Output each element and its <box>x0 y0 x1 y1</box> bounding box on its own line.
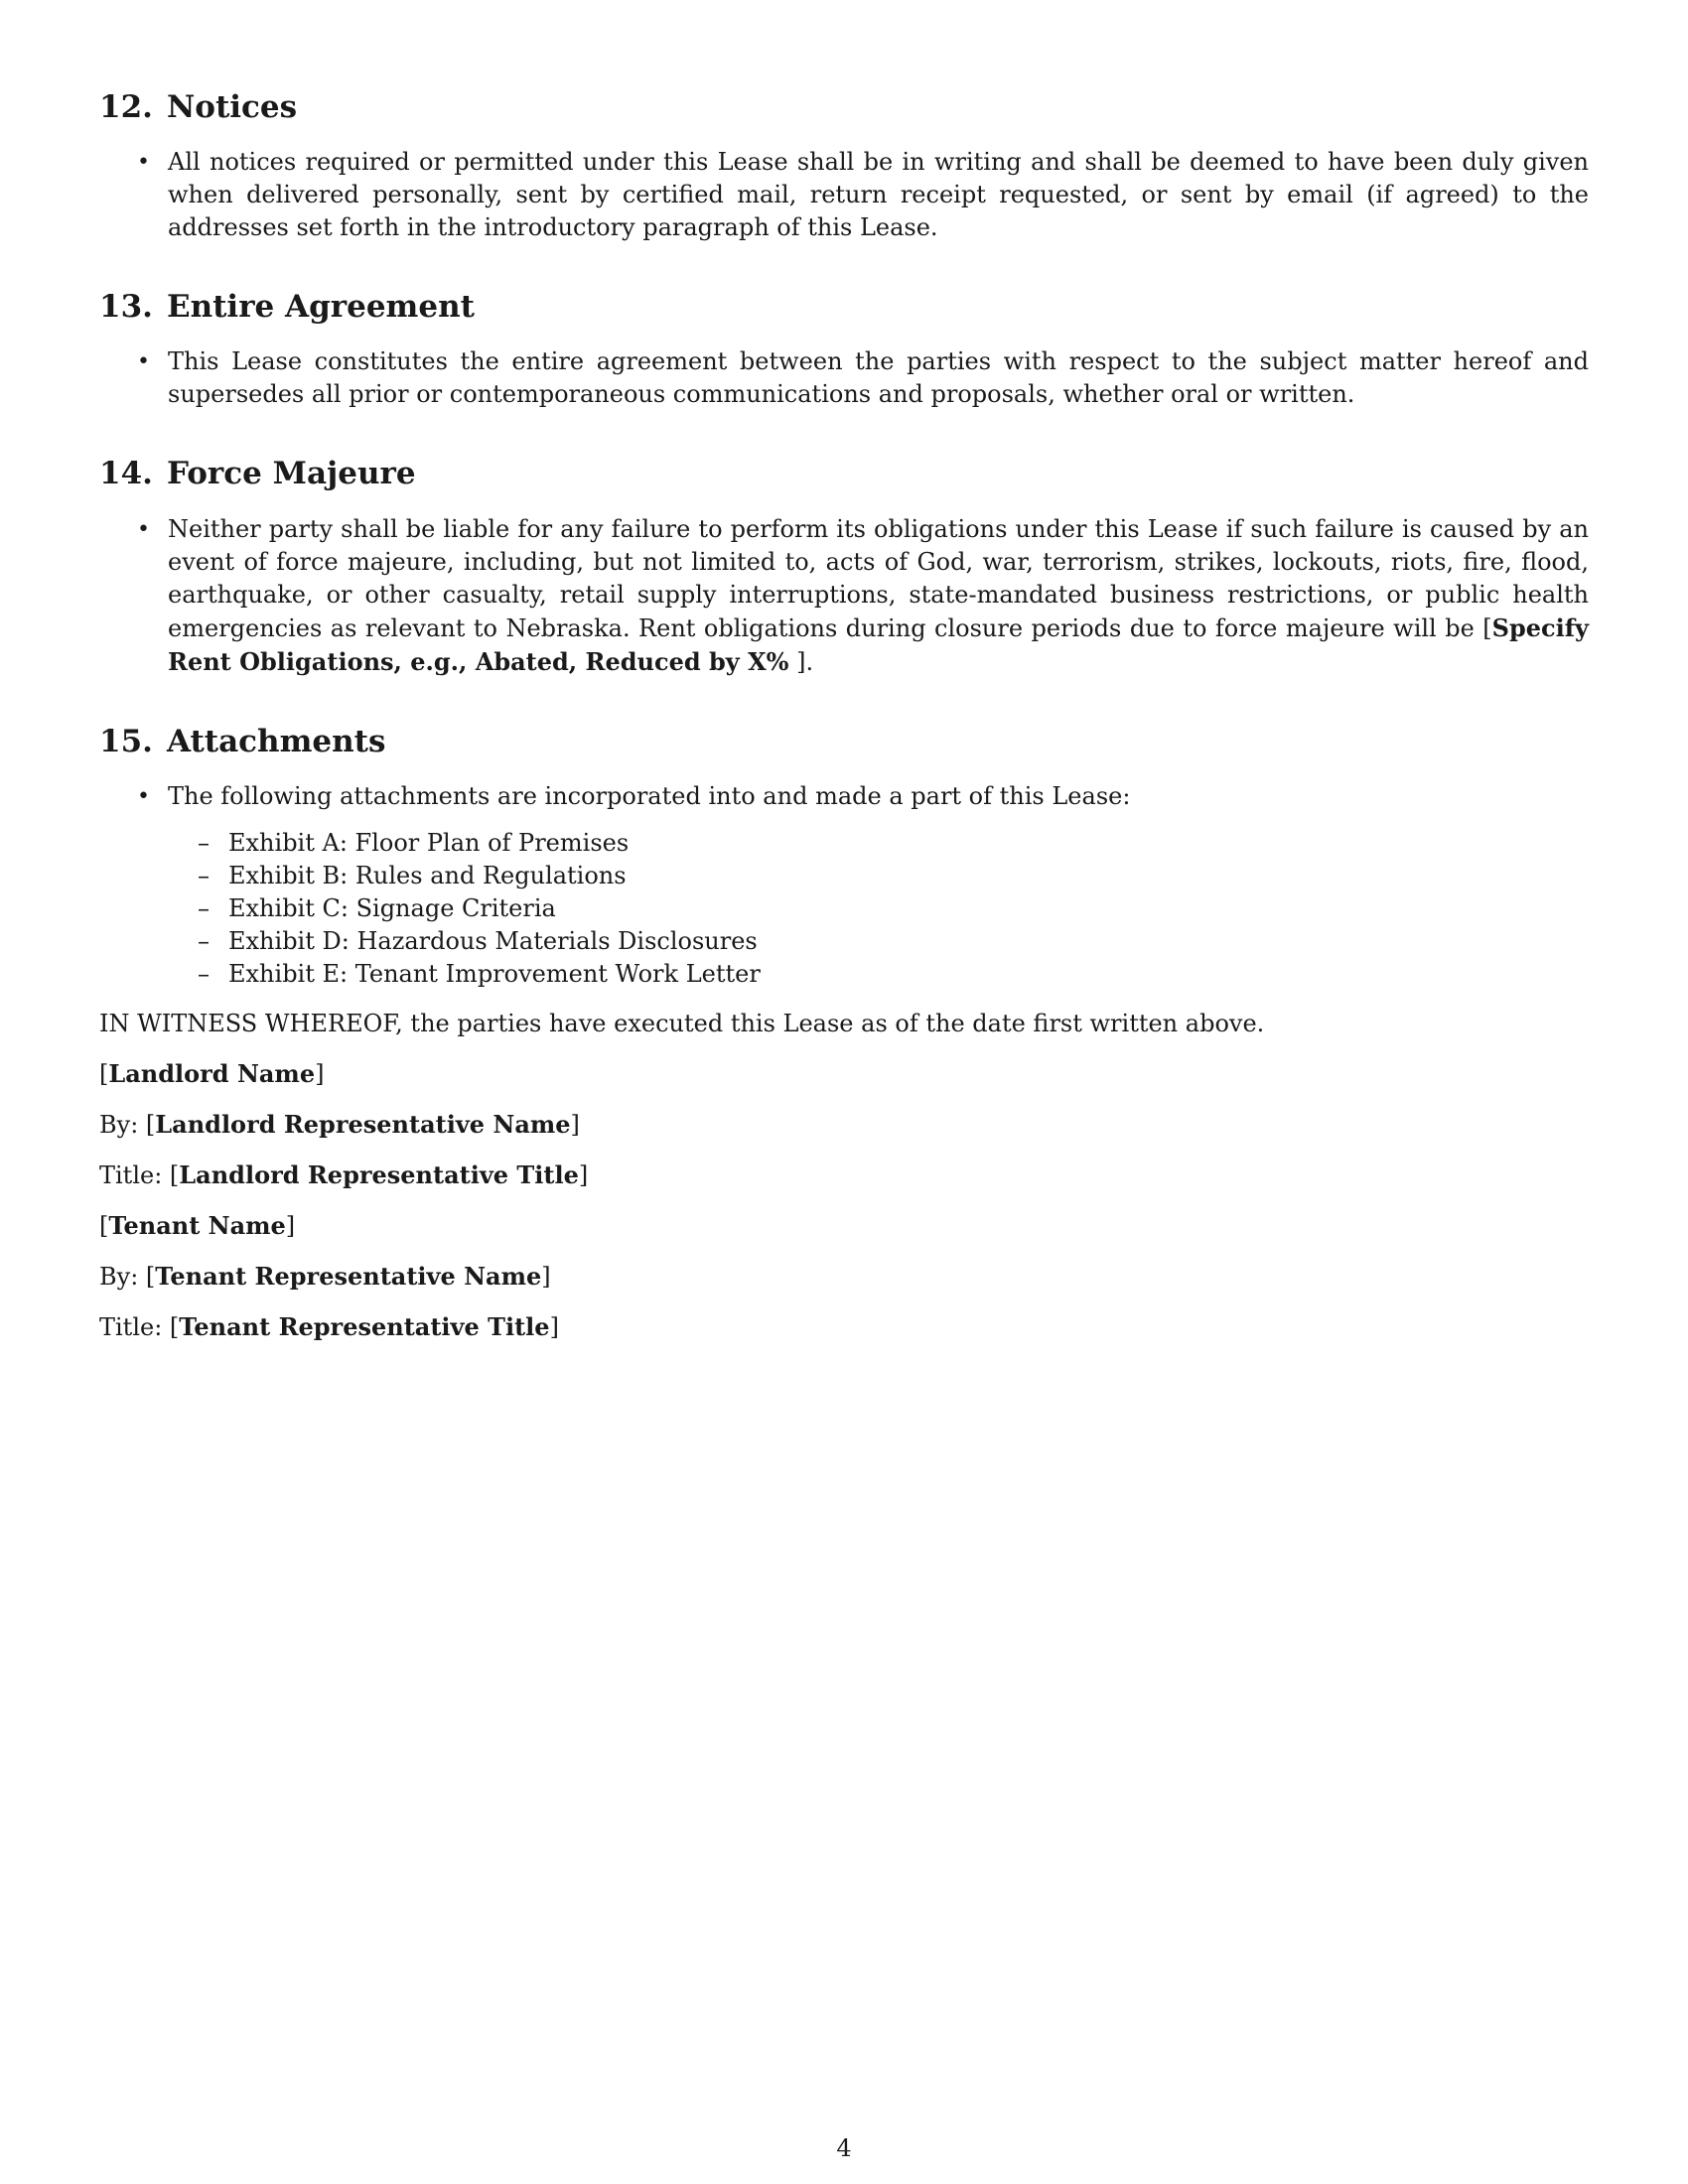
section-title: Entire Agreement <box>166 289 475 326</box>
exhibit-item: – Exhibit B: Rules and Regulations <box>168 860 1589 892</box>
bullet-item: • All notices required or permitted under this Lease shall be in writing and shall be deemed to have been duly given when delivered personally, sent by certified mail, return receipt requested, or sent by email (if agreed) to the addresses set forth in the introductory paragraph of this Lease. <box>99 146 1589 244</box>
section-title: Notices <box>166 89 298 125</box>
bullet-text: The following attachments are incorporated into and made a part of this Lease: <box>168 781 1131 810</box>
section-force-majeure <box>99 456 1589 678</box>
bullet-list <box>99 780 1589 991</box>
section-heading <box>99 289 1589 326</box>
exhibit-item: – Exhibit E: Tenant Improvement Work Letter <box>168 958 1589 991</box>
bullet-list <box>99 513 1589 679</box>
section-notices <box>99 89 1589 244</box>
tenant-title-line: Title: [Tenant Representative Title] <box>99 1311 559 1341</box>
tenant-rep-name: Tenant Representative Name <box>155 1261 542 1291</box>
section-heading <box>99 456 1589 492</box>
exhibit-list <box>168 827 1589 991</box>
bullet-item: • This Lease constitutes the entire agreement between the parties with respect to the subject matter hereof and supersedes all prior or contemporaneous communications and proposals, whether oral or written. <box>99 345 1589 411</box>
document-page <box>99 89 1589 1361</box>
by-label: By: <box>99 1110 139 1139</box>
landlord-name-line: [Landlord Name] <box>99 1058 325 1088</box>
tenant-name-line: [Tenant Name] <box>99 1210 296 1240</box>
landlord-by-line: By: [Landlord Representative Name] <box>99 1109 580 1139</box>
bullet-list <box>99 146 1589 244</box>
bullet-list <box>99 345 1589 411</box>
tenant-rep-title: Tenant Representative Title <box>179 1311 550 1341</box>
title-label: Title: <box>99 1312 163 1341</box>
section-heading <box>99 89 1589 126</box>
witness-statement: IN WITNESS WHEREOF, the parties have executed this Lease as of the date first written above. <box>99 1009 1265 1037</box>
title-label: Title: <box>99 1160 163 1189</box>
placeholder-rent-obligations: Specify Rent Obligations, e.g., Abated, Reduced by X% <box>168 613 1589 676</box>
section-number: 14. <box>99 456 153 492</box>
bullet-text: Neither party shall be liable for any failure to perform its obligations under this Lease if such failure is caused by an event of force majeure, including, but not limited to, acts of God, war, terrorism, strikes, lockouts, riots, fire, flood, earthquake, or other casualty, retail supply interruptions, state-mandated business restrictions, or public health emergencies as relevant to Nebraska. Rent obligations during closure periods due to force majeure will be [ <box>168 514 1589 642</box>
landlord-title-line: Title: [Landlord Representative Title] <box>99 1160 589 1189</box>
landlord-rep-name: Landlord Representative Name <box>155 1109 571 1139</box>
landlord-rep-title: Landlord Representative Title <box>179 1160 579 1189</box>
landlord-name: Landlord Name <box>108 1058 316 1088</box>
bullet-item <box>99 780 1589 991</box>
bullet-item <box>99 513 1589 679</box>
bullet-text-end: ]. <box>788 647 814 676</box>
section-title: Force Majeure <box>166 456 416 492</box>
page-number: 4 <box>836 2134 852 2162</box>
section-entire-agreement <box>99 289 1589 411</box>
exhibit-item: – Exhibit D: Hazardous Materials Disclosures <box>168 925 1589 958</box>
section-number: 15. <box>99 723 153 759</box>
exhibit-item: – Exhibit A: Floor Plan of Premises <box>168 827 1589 860</box>
tenant-by-line: By: [Tenant Representative Name] <box>99 1261 551 1291</box>
section-attachments <box>99 724 1589 991</box>
by-label: By: <box>99 1262 139 1291</box>
section-title: Attachments <box>166 723 386 759</box>
tenant-name: Tenant Name <box>108 1210 286 1240</box>
section-number: 13. <box>99 289 153 326</box>
section-number: 12. <box>99 89 153 125</box>
section-heading <box>99 724 1589 760</box>
exhibit-item: – Exhibit C: Signage Criteria <box>168 892 1589 925</box>
